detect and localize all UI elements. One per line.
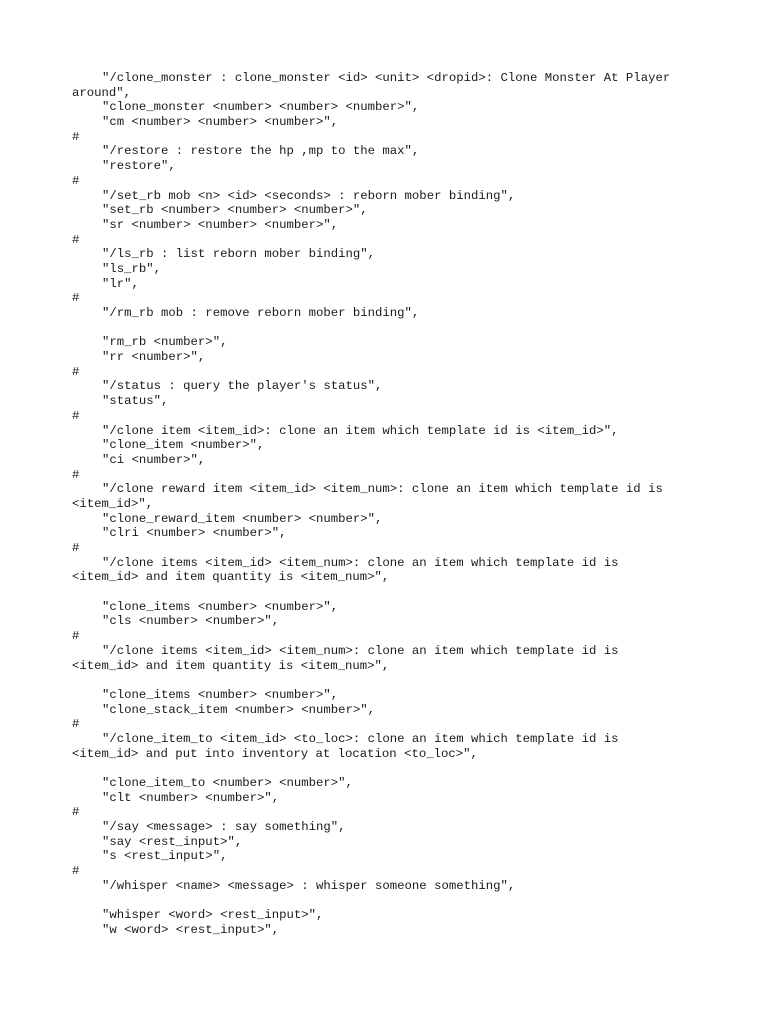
- code-line: <item_id> and item quantity is <item_num>",: [72, 570, 390, 585]
- code-line: "ls_rb",: [102, 261, 162, 276]
- code-line: "restore",: [102, 159, 176, 174]
- code-line: "/clone item <item_id>: clone an item which template id is <item_id>",: [102, 423, 619, 438]
- code-line: "set_rb <number> <number> <number>",: [102, 203, 368, 218]
- code-line: "clone_reward_item <number> <number>",: [102, 511, 383, 526]
- code-line: "clone_item_to <number> <number>",: [102, 776, 353, 790]
- code-line: "/whisper <name> <message> : whisper someone something",: [102, 878, 516, 893]
- comment-separator: #: [72, 717, 80, 732]
- code-line: <item_id> and item quantity is <item_num>",: [72, 658, 390, 673]
- blank-line: [72, 894, 692, 909]
- code-line: "status",: [102, 394, 169, 409]
- comment-separator: #: [72, 364, 80, 379]
- code-line: "cm <number> <number> <number>",: [102, 115, 339, 130]
- comment-separator: #: [72, 129, 80, 144]
- comment-separator: #: [72, 291, 80, 306]
- code-line: "/clone_monster : clone_monster <id> <unit> <dropid>: Clone Monster At Player: [102, 71, 671, 85]
- code-line: <item_id>",: [72, 496, 154, 511]
- code-line: "/set_rb mob <n> <id> <seconds> : reborn mober binding",: [102, 188, 516, 203]
- blank-line: [72, 321, 692, 336]
- code-line: "/restore : restore the hp ,mp to the max",: [102, 144, 420, 159]
- code-line: "cls <number> <number>",: [102, 614, 280, 629]
- code-line: "/clone items <item_id> <item_num>: clone an item which template id is: [102, 555, 619, 570]
- code-line: "sr <number> <number> <number>",: [102, 217, 339, 232]
- code-line: around",: [72, 85, 132, 100]
- code-line: "/say <message> : say something",: [102, 820, 346, 835]
- comment-separator: #: [72, 864, 80, 879]
- code-line: "clone_item <number>",: [102, 438, 265, 453]
- code-line: "w <word> <rest_input>",: [102, 922, 280, 937]
- comment-separator: #: [72, 232, 80, 247]
- code-line: "/clone items <item_id> <item_num>: clone an item which template id is: [102, 643, 619, 658]
- code-line: "say <rest_input>",: [102, 834, 243, 849]
- blank-line: [72, 761, 692, 776]
- code-line: "/status : query the player's status",: [102, 379, 383, 394]
- code-line: "clone_stack_item <number> <number>",: [102, 702, 376, 717]
- code-line: "clone_monster <number> <number> <number>",: [102, 100, 420, 115]
- code-line: "/ls_rb : list reborn mober binding",: [102, 247, 376, 262]
- code-line: "clone_items <number> <number>",: [102, 687, 339, 702]
- comment-separator: #: [72, 467, 80, 482]
- code-line: "s <rest_input>",: [102, 849, 228, 864]
- blank-line: [72, 673, 692, 688]
- code-line: "clt <number> <number>",: [102, 790, 280, 805]
- code-line: <item_id> and put into inventory at location <to_loc>",: [72, 746, 478, 761]
- code-line: "clone_items <number> <number>",: [102, 599, 339, 614]
- code-line: "/clone_item_to <item_id> <to_loc>: clone an item which template id is: [102, 731, 619, 746]
- code-line: "/rm_rb mob : remove reborn mober binding",: [102, 306, 420, 320]
- comment-separator: #: [72, 805, 80, 820]
- code-line: "/clone reward item <item_id> <item_num>: clone an item which template id is: [102, 482, 663, 497]
- code-line: "lr",: [102, 276, 139, 291]
- comment-separator: #: [72, 173, 80, 188]
- code-line: "ci <number>",: [102, 452, 206, 467]
- comment-separator: #: [72, 629, 80, 644]
- blank-line: [72, 585, 692, 600]
- code-line: "rr <number>",: [102, 350, 206, 365]
- comment-separator: #: [72, 541, 80, 555]
- code-line: "rm_rb <number>",: [102, 335, 228, 350]
- comment-separator: #: [72, 408, 80, 423]
- code-line: "whisper <word> <rest_input>",: [102, 908, 324, 923]
- code-line: "clri <number> <number>",: [102, 526, 287, 541]
- code-listing: [72, 71, 692, 938]
